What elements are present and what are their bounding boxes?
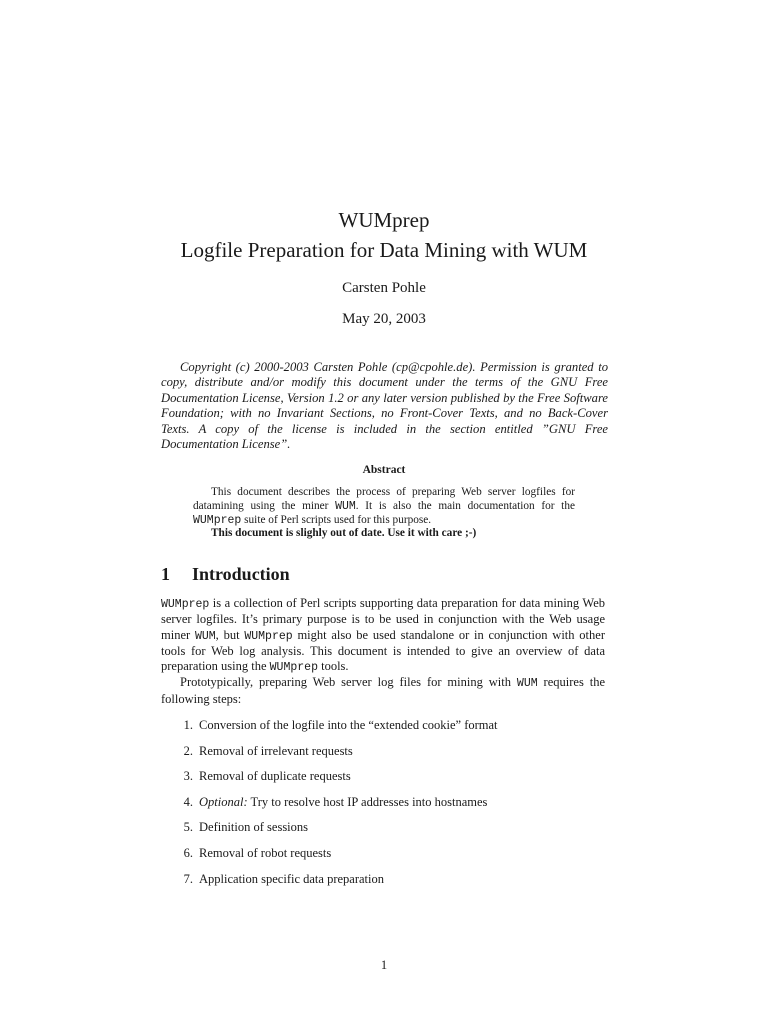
list-item-number: 5. bbox=[183, 820, 193, 835]
preparation-steps-list bbox=[161, 716, 605, 895]
intro-text: might also be used standalone or in conjunction with other tools for Web log analysis. This document is intended to give an overview of data preparation using the bbox=[161, 627, 605, 674]
abstract-code-wum: WUM bbox=[335, 499, 356, 513]
abstract-code-wumprep: WUMprep bbox=[193, 513, 242, 527]
abstract-warning: This document is slighly out of date. Use it with care ;-) bbox=[211, 527, 477, 540]
code-wum: WUM bbox=[194, 629, 216, 643]
list-item bbox=[161, 844, 605, 870]
page-number: 1 bbox=[380, 958, 388, 972]
intro-paragraph-2 bbox=[161, 675, 605, 707]
code-wum: WUM bbox=[516, 677, 538, 691]
intro-text: is a collection of Perl scripts supporting data preparation for data mining Web server logfiles. It’s primary purpose is to be used in conjunction with the Web usage miner bbox=[161, 596, 605, 642]
list-item bbox=[161, 716, 605, 742]
abstract-text: suite of Perl scripts used for this purpose. bbox=[241, 513, 432, 526]
abstract-text: . It is also the main documentation for the bbox=[355, 499, 575, 512]
code-wumprep: WUMprep bbox=[161, 598, 210, 611]
list-item bbox=[161, 818, 605, 844]
section-heading bbox=[161, 564, 290, 585]
list-item bbox=[161, 742, 605, 768]
list-item-number: 2. bbox=[183, 743, 193, 758]
code-wumprep: WUMprep bbox=[244, 629, 293, 643]
list-item-text: Removal of irrelevant requests bbox=[199, 743, 353, 758]
abstract-heading: Abstract bbox=[362, 464, 406, 476]
section-title: Introduction bbox=[192, 564, 290, 584]
list-item-number: 3. bbox=[183, 769, 193, 784]
list-item-number: 7. bbox=[183, 871, 193, 886]
document-subtitle: Logfile Preparation for Data Mining with WUM bbox=[180, 238, 588, 262]
abstract-text: This document describes the process of preparing Web server logfiles for datamining using the miner bbox=[193, 486, 575, 512]
list-item-number: 4. bbox=[183, 794, 193, 809]
intro-text: Prototypically, preparing Web server log files for mining with bbox=[180, 675, 517, 690]
author-name: Carsten Pohle bbox=[342, 280, 426, 296]
list-item-text: Definition of sessions bbox=[199, 820, 309, 835]
list-item-text: Removal of robot requests bbox=[199, 845, 332, 860]
intro-text: tools. bbox=[317, 659, 349, 674]
list-item bbox=[161, 793, 605, 819]
abstract-body bbox=[193, 486, 575, 541]
copyright-notice: Copyright (c) 2000-2003 Carsten Pohle (cp@cpohle.de). Permission is granted to copy, distribute and/or modify this document under the terms of the GNU Free Documentation License, Version 1.2 or any later version published by the Free Software Foundation; with no Invariant Sections, no Front-Cover Texts, and no Back-Cover Texts. A copy of the license is included in the section entitled ”GNU Free Documentation License”. bbox=[161, 360, 608, 452]
intro-text: , but bbox=[215, 627, 245, 642]
list-item-number: 1. bbox=[183, 718, 193, 732]
list-item-text: Application specific data preparation bbox=[199, 871, 384, 886]
document-date: May 20, 2003 bbox=[342, 311, 426, 327]
list-item-prefix: Optional: bbox=[199, 794, 248, 809]
list-item-text: Removal of duplicate requests bbox=[199, 769, 351, 784]
code-wumprep: WUMprep bbox=[269, 661, 318, 675]
list-item bbox=[161, 870, 605, 896]
list-item-text: Try to resolve host IP addresses into hostnames bbox=[247, 794, 488, 809]
document-title: WUMprep bbox=[338, 208, 430, 232]
abstract-paragraph bbox=[193, 486, 575, 527]
list-item-number: 6. bbox=[183, 845, 193, 860]
intro-text: requires the following steps: bbox=[161, 675, 606, 706]
introduction-body bbox=[161, 596, 605, 707]
list-item bbox=[161, 767, 605, 793]
section-number: 1 bbox=[161, 564, 170, 584]
intro-paragraph-1 bbox=[161, 596, 605, 675]
list-item-text: Conversion of the logfile into the “extended cookie” format bbox=[199, 718, 498, 732]
